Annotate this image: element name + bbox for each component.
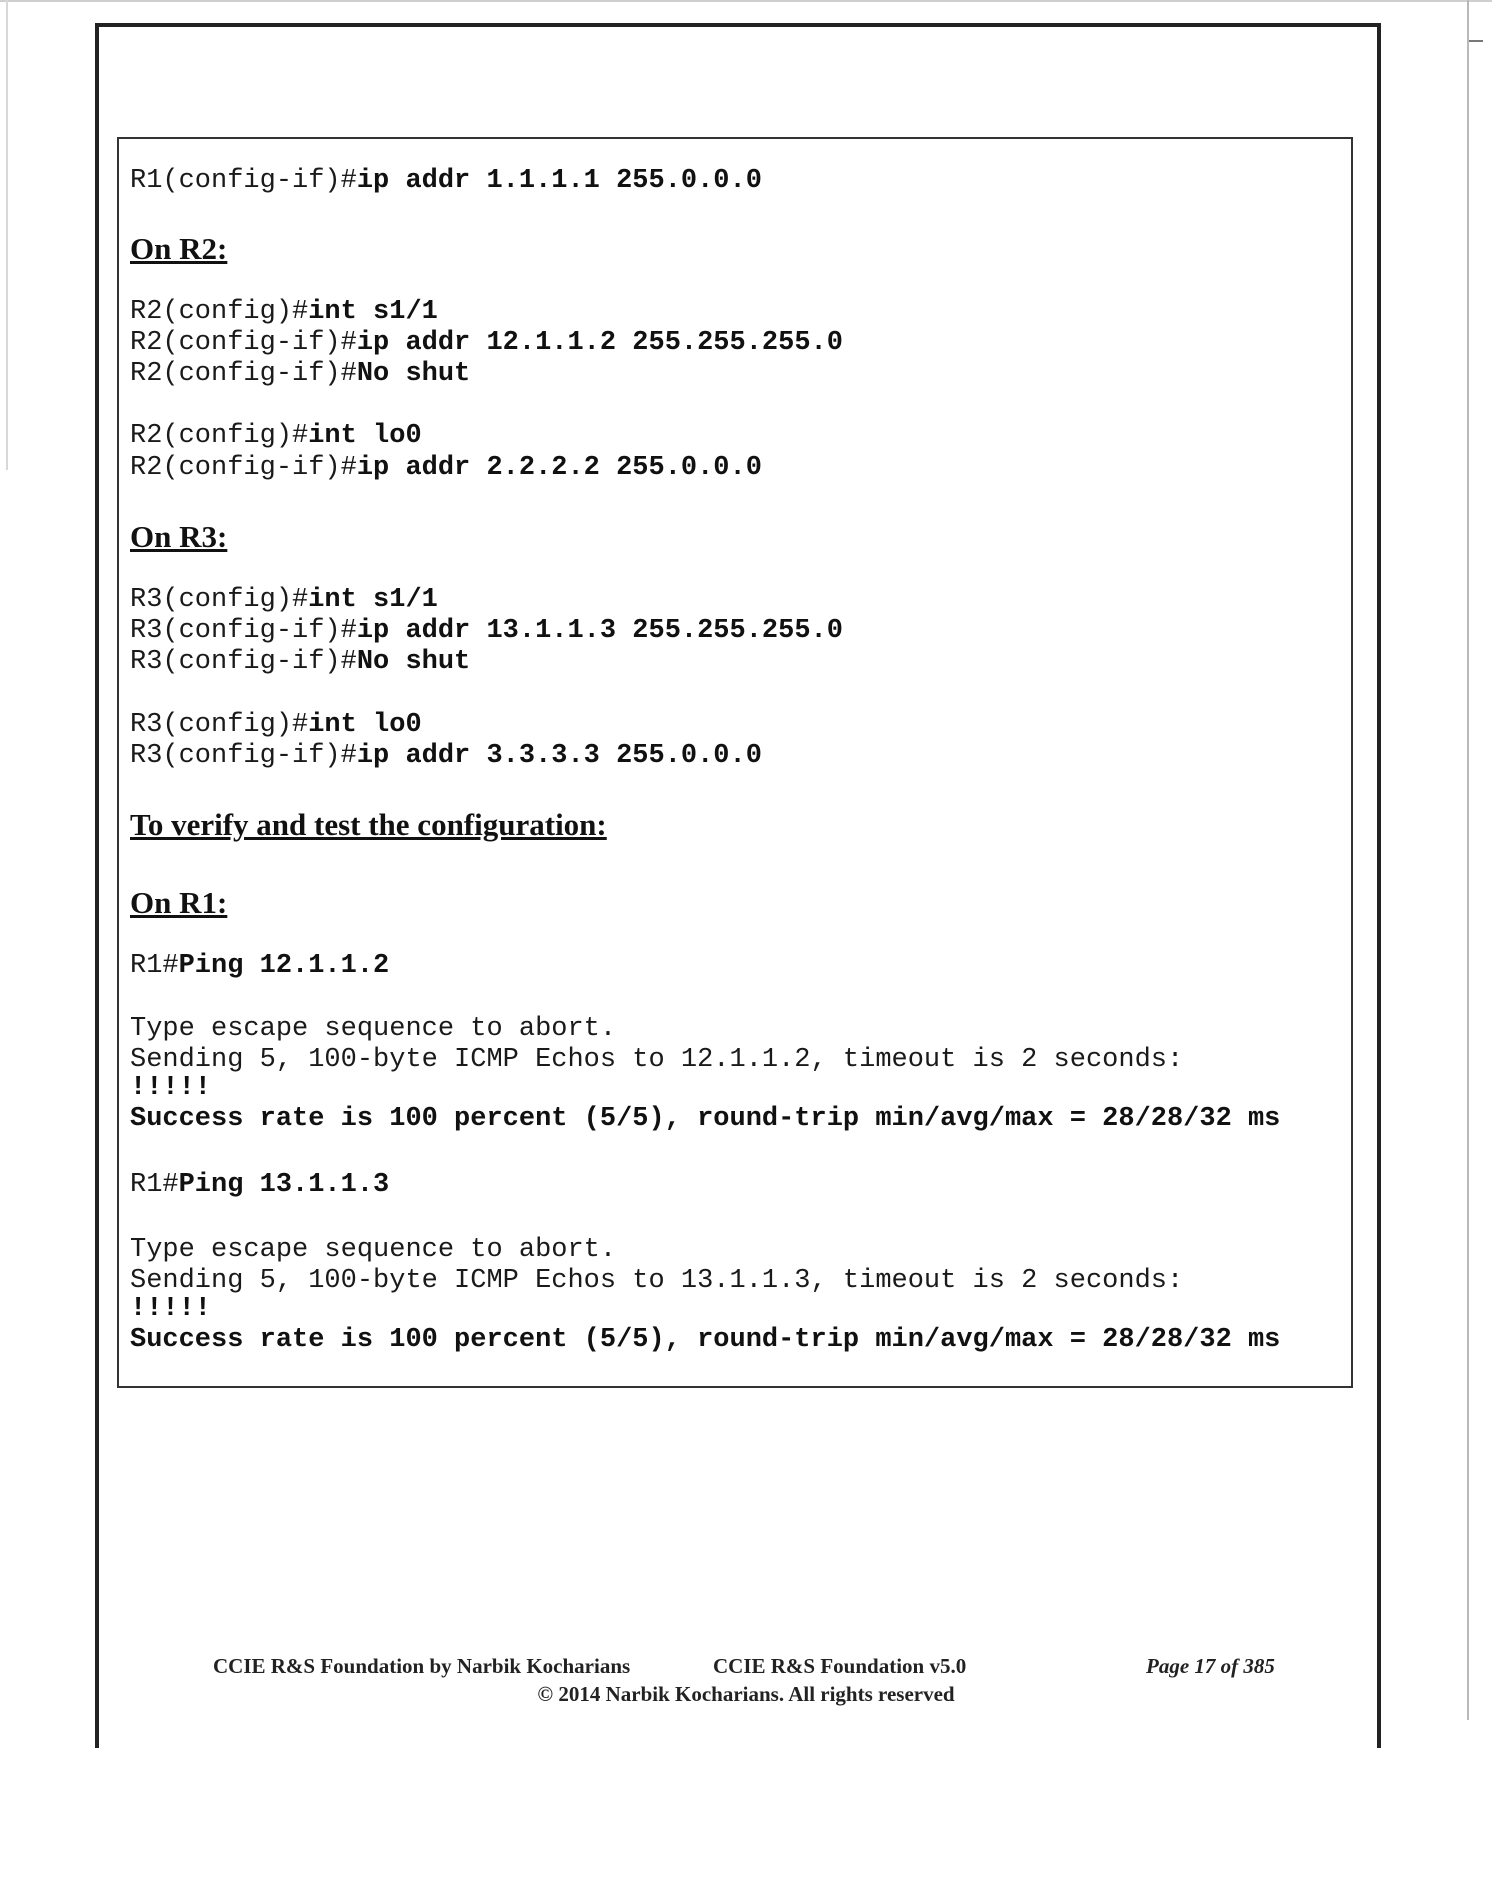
ping1-result: Success rate is 100 percent (5/5), round-trip min/avg/max = 28/28/32 ms [130,1104,1281,1134]
r3-line-3: R3(config-if)#No shut [130,647,471,677]
footer-copyright: © 2014 Narbik Kocharians. All rights reserved [537,1682,955,1706]
ping2-sending: Sending 5, 100-byte ICMP Echos to 13.1.1.3, timeout is 2 seconds: [130,1266,1184,1296]
r3-line-4: R3(config)#int lo0 [130,710,422,740]
heading-on-r2: On R2: [130,231,228,266]
r1-ip-line: R1(config-if)#ip addr 1.1.1.1 255.0.0.0 [130,166,762,196]
r3-line-2: R3(config-if)#ip addr 13.1.1.3 255.255.255.0 [130,616,843,646]
r2-line-2: R2(config-if)#ip addr 12.1.1.2 255.255.255.0 [130,328,843,358]
r2-line-1: R2(config)#int s1/1 [130,297,438,327]
scan-tick [1469,40,1483,42]
scan-edge-left [6,0,8,470]
r3-line-5: R3(config-if)#ip addr 3.3.3.3 255.0.0.0 [130,741,762,771]
ping1-command: R1#Ping 12.1.1.2 [130,951,390,981]
ping2-result: Success rate is 100 percent (5/5), round-trip min/avg/max = 28/28/32 ms [130,1325,1281,1355]
ping1-sending: Sending 5, 100-byte ICMP Echos to 12.1.1.2, timeout is 2 seconds: [130,1045,1184,1075]
ping1-marks: !!!!! [130,1073,212,1103]
r3-line-1: R3(config)#int s1/1 [130,585,438,615]
heading-verify: To verify and test the configuration: [130,807,607,842]
heading-on-r3: On R3: [130,519,228,554]
ping2-marks: !!!!! [130,1294,212,1324]
footer-author: CCIE R&S Foundation by Narbik Kocharians [213,1654,631,1678]
heading-on-r1: On R1: [130,885,228,920]
r2-line-3: R2(config-if)#No shut [130,359,471,389]
scan-edge-top [0,0,1492,2]
ping2-command: R1#Ping 13.1.1.3 [130,1170,390,1200]
footer-page-number: Page 17 of 385 [1146,1654,1275,1678]
ping1-escape: Type escape sequence to abort. [130,1014,617,1044]
footer-title: CCIE R&S Foundation v5.0 [713,1654,967,1678]
r2-line-4: R2(config)#int lo0 [130,421,422,451]
ping2-escape: Type escape sequence to abort. [130,1235,617,1265]
r2-line-5: R2(config-if)#ip addr 2.2.2.2 255.0.0.0 [130,453,762,483]
scan-edge-right [1467,0,1469,1720]
